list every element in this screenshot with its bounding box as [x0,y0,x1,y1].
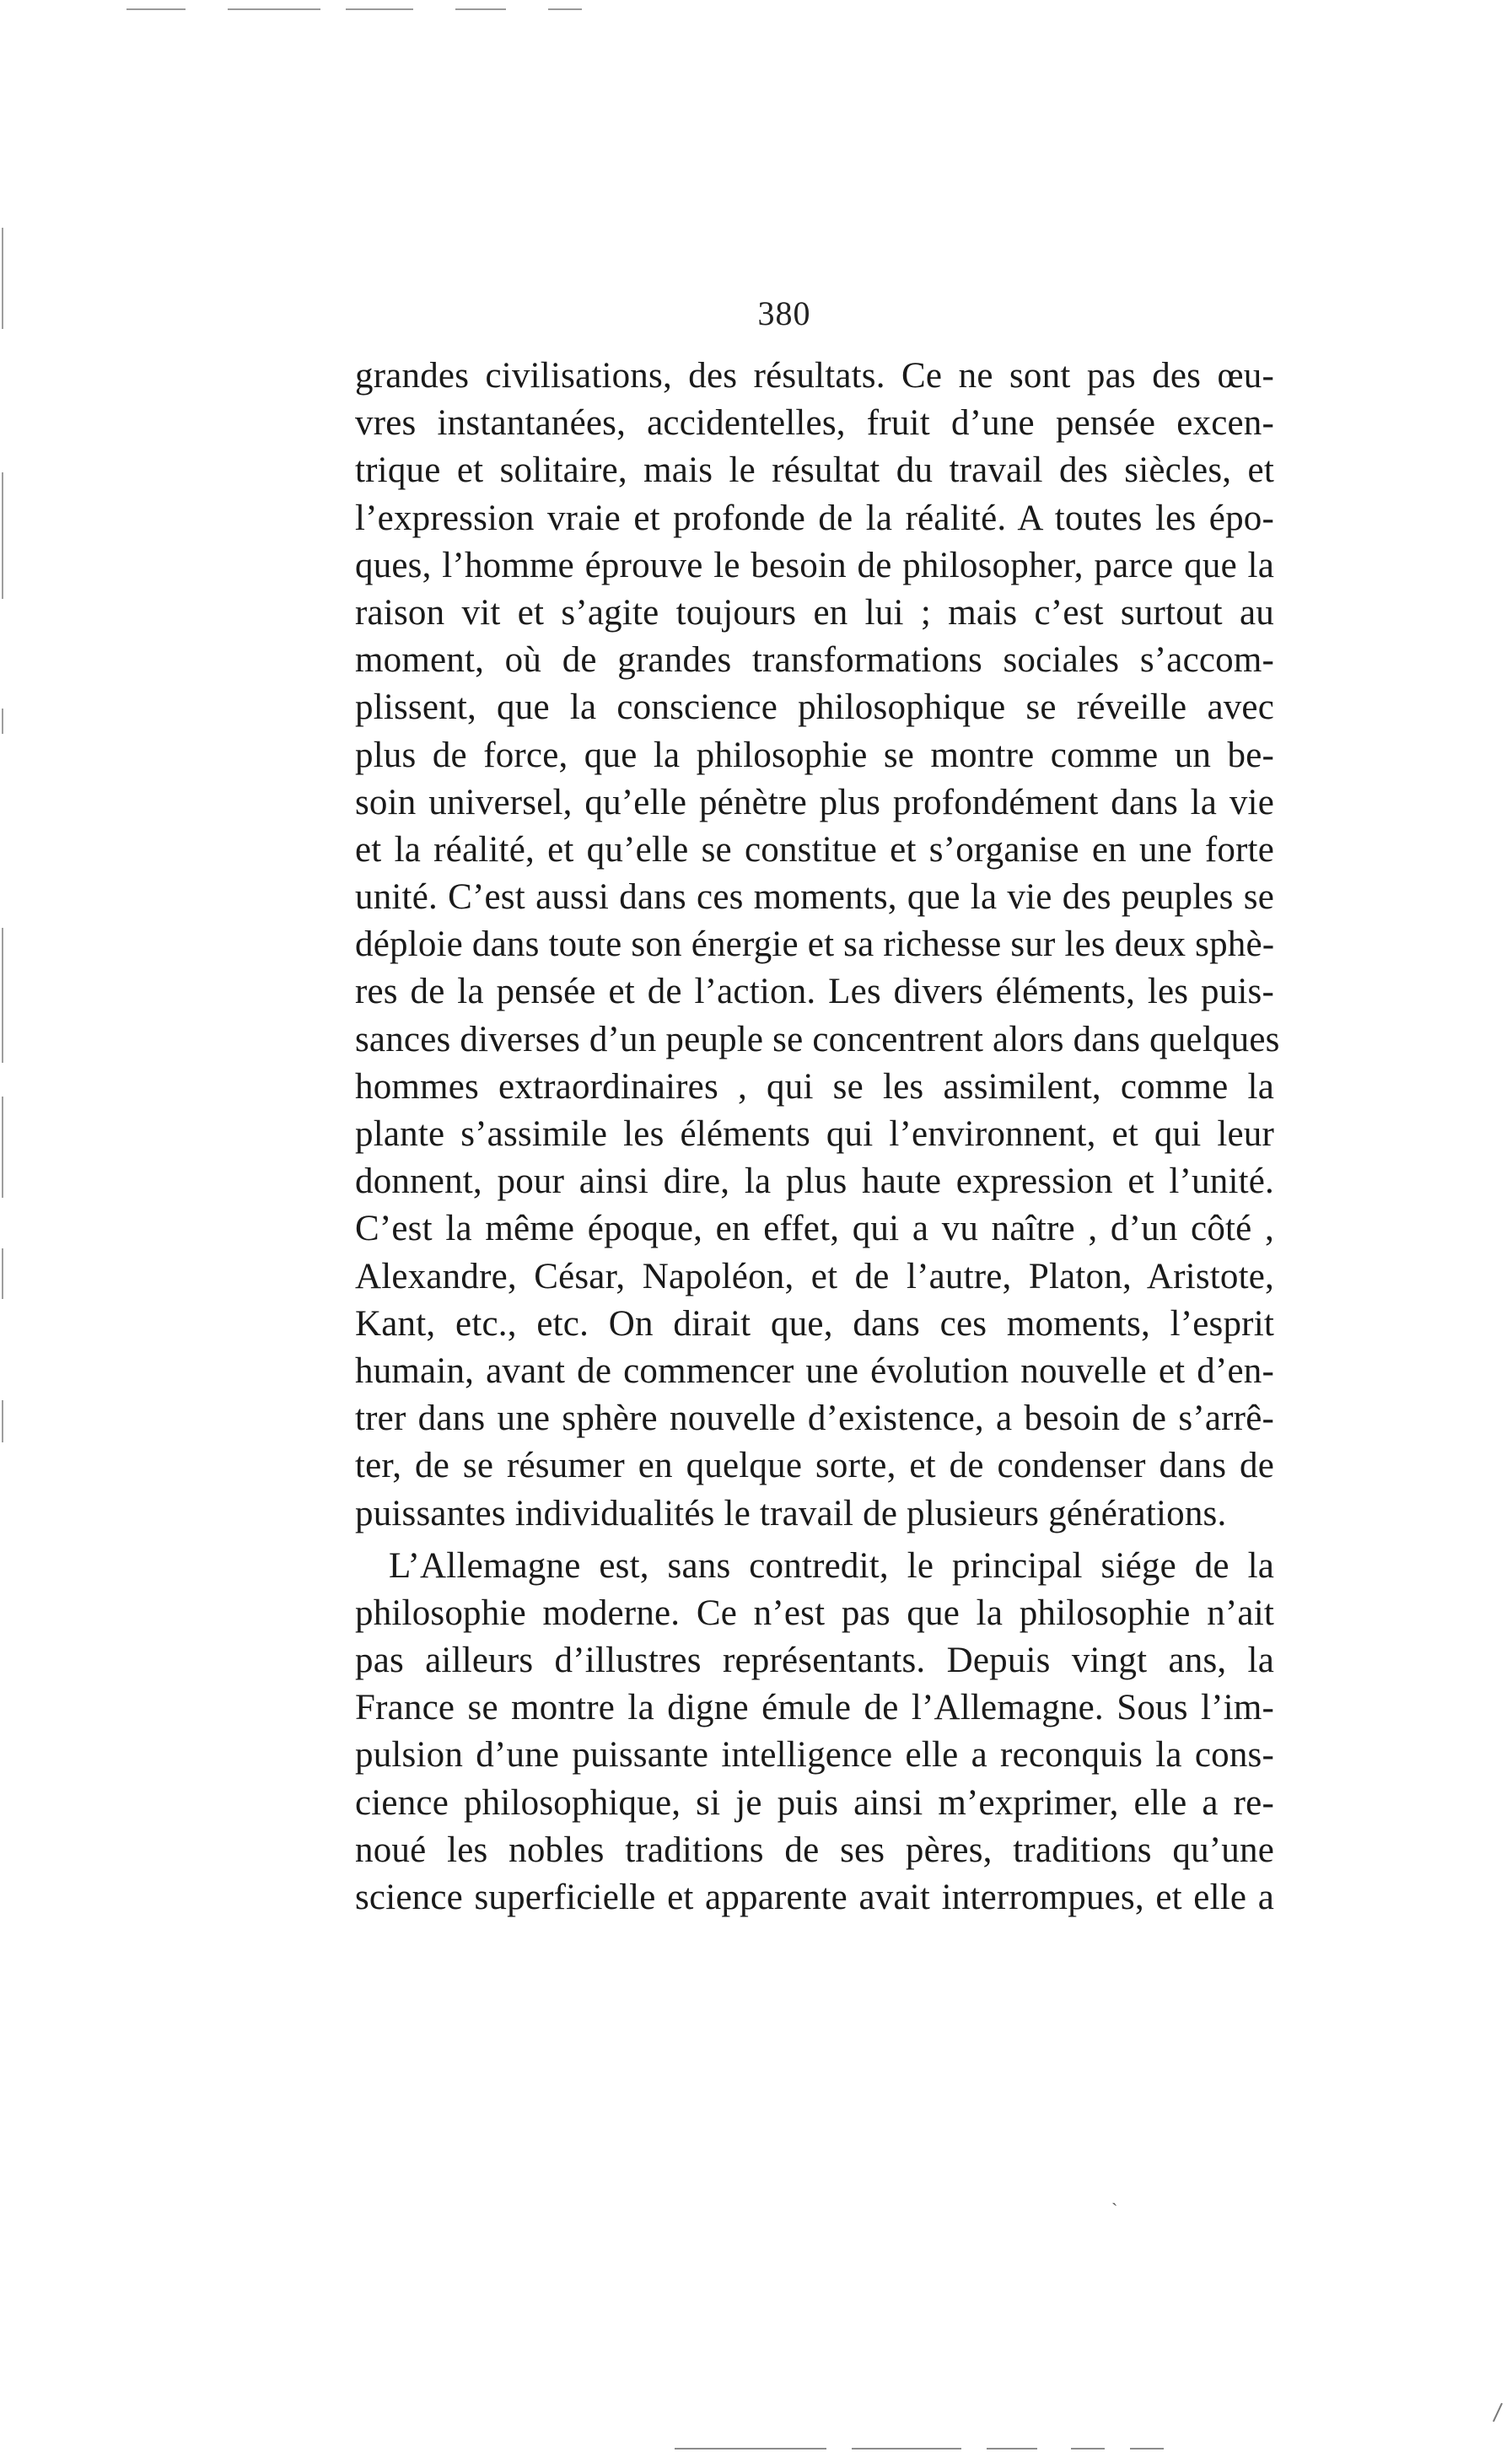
page-number: 380 [757,294,811,332]
text-line: noué les nobles traditions de ses pères, traditions qu’une [355,1830,1274,1870]
text-line: plissent, que la conscience philosophique se réveille avec [355,687,1274,728]
text-line: puissantes individualités le travail de plusieurs générations. [355,1493,1227,1533]
text-line: science superficielle et apparente avait interrompues, et elle a [355,1878,1274,1917]
text-line: et la réalité, et qu’elle se constitue et s’organise en une forte [355,829,1274,870]
text-line: l’expression vraie et profonde de la réalité. A toutes les épo- [355,498,1274,538]
text-line: pas ailleurs d’illustres représentants. Depuis vingt ans, la [355,1641,1274,1681]
text-line: trer dans une sphère nouvelle d’existence, a besoin de s’arrê- [355,1399,1274,1439]
text-line: ques, l’homme éprouve le besoin de philosopher, parce que la [355,545,1274,585]
scan-artifact-speck: ˎ [1111,2185,1118,2206]
text-line: ter, de se résumer en quelque sorte, et de condenser dans de [355,1446,1274,1486]
text-line: donnent, pour ainsi dire, la plus haute expression et l’unité. [355,1161,1274,1202]
scan-artifact-top [126,8,632,12]
text-line: déploie dans toute son énergie et sa richesse sur les deux sphè- [355,924,1275,965]
text-line: trique et solitaire, mais le résultat du travail des siècles, et [355,450,1274,491]
text-line: moment, où de grandes transformations sociales s’accom- [355,640,1274,681]
text-line: philosophie moderne. Ce n’est pas que la philosophie n’ait [355,1593,1274,1633]
text-line: vres instantanées, accidentelles, fruit d’une pensée excen- [355,403,1274,444]
text-line: hommes extraordinaires , qui se les assimilent, comme la [355,1066,1274,1107]
text-line: res de la pensée et de l’action. Les divers éléments, les puis- [355,972,1274,1012]
text-line: soin universel, qu’elle pénètre plus profondément dans la vie [355,782,1274,822]
text-line: L’Allemagne est, sans contredit, le principal siége de la [389,1545,1274,1586]
text-line: grandes civilisations, des résultats. Ce ne sont pas des œu- [355,356,1274,396]
text-line: sances diverses d’un peuple se concentrent alors dans quelques [355,1019,1280,1059]
text-line: plante s’assimile les éléments qui l’environnent, et qui leur [355,1114,1274,1154]
text-line: pulsion d’une puissante intelligence elle a reconquis la cons- [355,1735,1274,1776]
text-line: Kant, etc., etc. On dirait que, dans ces moments, l’esprit [355,1303,1274,1344]
text-line: cience philosophique, si je puis ainsi m’exprimer, elle a re- [355,1782,1274,1823]
text-line: unité. C’est aussi dans ces moments, que la vie des peuples se [355,877,1274,918]
text-line: raison vit et s’agite toujours en lui ; mais c’est surtout au [355,592,1274,633]
text-line: plus de force, que la philosophie se montre comme un be- [355,735,1274,775]
text-line: France se montre la digne émule de l’Allemagne. Sous l’im- [355,1688,1274,1728]
text-line: C’est la même époque, en effet, qui a vu naître , d’un côté , [355,1209,1274,1249]
text-line: humain, avant de commencer une évolution nouvelle et d’en- [355,1350,1274,1391]
text-line: Alexandre, César, Napoléon, et de l’autre, Platon, Aristote, [355,1256,1274,1296]
body-text [355,353,1280,1921]
scan-artifact-bottom [675,2448,1265,2451]
scan-artifact-corner [1493,2403,1503,2423]
